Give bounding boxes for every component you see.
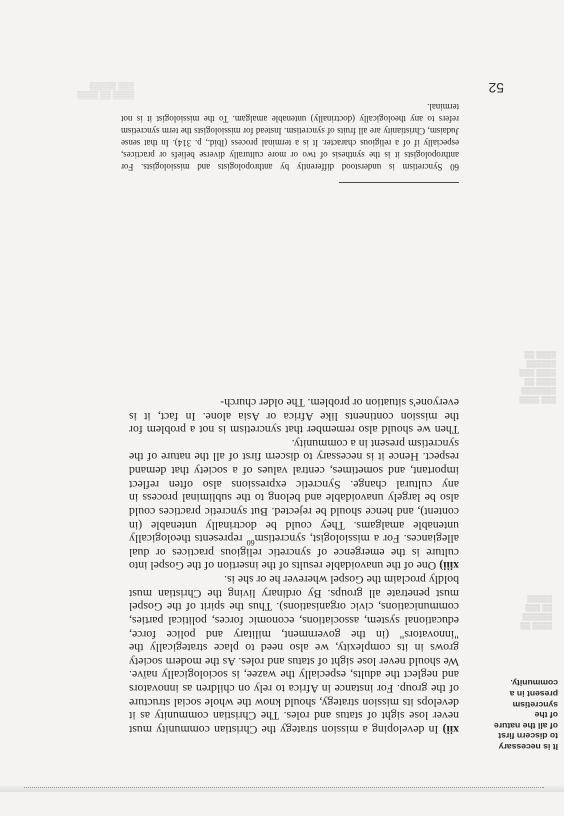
paragraph-text-continued: represents theologically untenable amalgams. They could be doctrinally untenable (in content), and hence should be rejected. But syncretic practices could also be largely unavoidable and belong to the subliminal process in any cultural change. Syncretic expressions also often reflect important, and sometimes, central values of a society that demand respect. Hence it is necessary to discern first of all the nature of the syncretism present in a community. (129, 436, 459, 547)
footnote-marker: 60 (246, 538, 255, 548)
binding-dots (24, 787, 544, 788)
footnote-number: 60 (450, 162, 459, 172)
footnote (121, 101, 459, 173)
paragraph-number: xii) (442, 723, 459, 737)
paragraph-xii (129, 573, 459, 737)
bleed-through-text: ▒▒▒ ▒▒▒▒ ▒▒▒▒▒▒▒ ▒▒▒▒ ▒▒ ▒▒▒▒ ▒▒▒ ▒▒▒▒▒▒ ▒▒▒▒ ▒▒ (519, 351, 556, 403)
page-number: 52 (488, 80, 504, 96)
paragraph-text: In developing a mission strategy the Christian community must never lose sight of status and roles. The Christian community as it develops its mission strategy, should know the whole social structure of the group. For instance in Africa to rely on children as innovators and neglect the adults, especially the wazee, is sociologically naïve. We should never lose sight of status and roles. As the modern society grows in its complexity, we also need to place strategically the "innovators" (in the government, military and police force, educational system, associations, economic forces, political parties, communications, civic organisations). Thus the spirit of the Gospel must penetrate all groups. By ordinary living the Christian must boldly proclaim the Gospel wherever he or she is. (129, 573, 459, 737)
paragraph-number: xiii) (439, 559, 459, 574)
margin-summary: It is necessary to discern first of all the nature of the syncretism present in a community. (494, 678, 558, 752)
footnote-text: Syncretism is understood differently by anthropologists and missiologists. For anthropologists it is the synthesis of two or more culturally diverse beliefs or practices, especially if of a religious character. It is a terminal process (Ibid., p. 314). In that sense Judaism, Christianity are all fruits of syncretism. Instead for missiologists the term syncretism refers to any theologically (doctrinally) untenable amalgam. To the missiologist it is not terminal. (120, 102, 459, 172)
paragraph-text: One of the unavoidable results of the insertion of the Gospel into culture is the emergence of syncretic religious practices or dual allegiances. For a missiologist, syncretism (129, 532, 459, 574)
footnote-rule (339, 182, 459, 183)
paragraph-syncretism-everyone (129, 395, 459, 436)
paragraph-text: Then we should also remember that syncretism is not a problem for the mission continents like Africa or Asia alone. In fact, it is everyone's situation or problem. The older church- (129, 396, 459, 438)
bleed-through-text: ▒▒▒▒ ▒▒ ▒▒▒▒▒▒ ▒▒ ▒▒▒ ▒▒▒▒▒ (520, 595, 552, 629)
main-text (129, 395, 459, 736)
paragraph-xiii (129, 436, 459, 572)
bleed-through-text: ▒▒▒▒ ▒▒ ▒▒▒▒ ▒▒▒ ▒▒▒▒▒ (77, 82, 134, 100)
